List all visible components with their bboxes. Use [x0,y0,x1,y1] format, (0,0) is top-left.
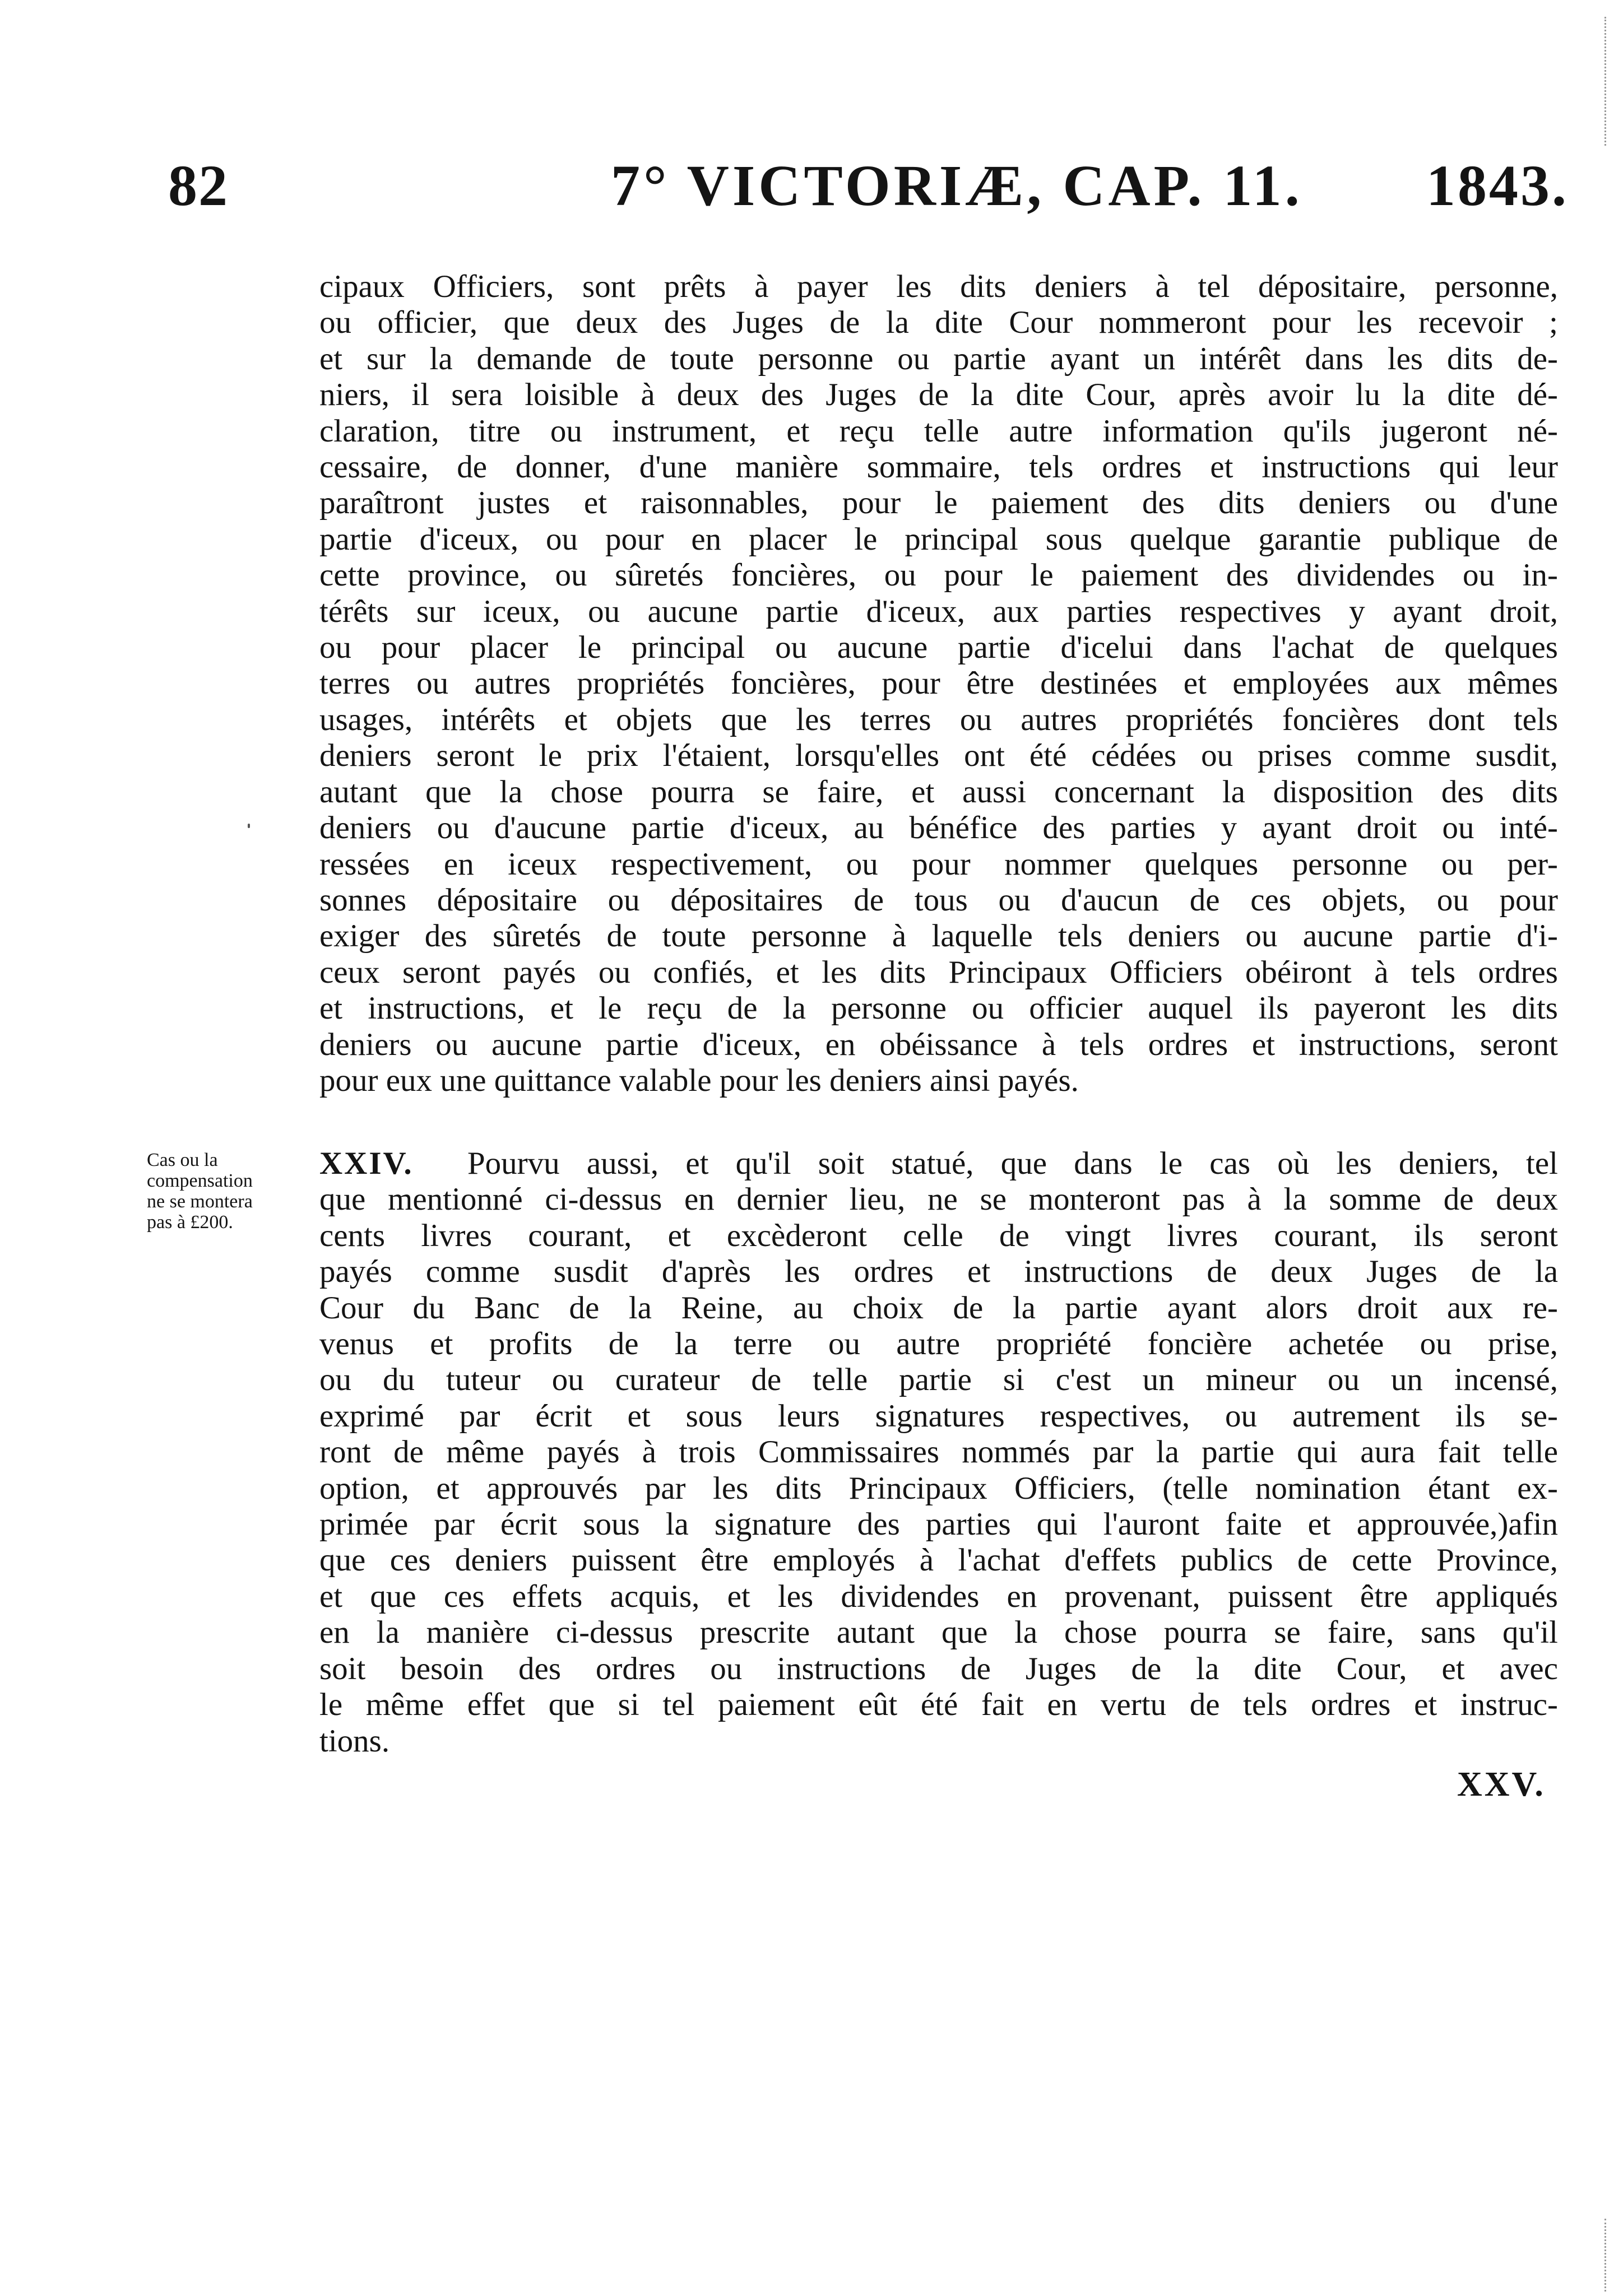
text-line: le même effet que si tel paiement eût été fait en vertu de tels ordres et instruc- [319,1687,1558,1723]
text-line: cipaux Officiers, sont prêts à payer les dits deniers à tel dépositaire, personne, [319,269,1558,304]
section-xxiv [319,1146,1558,1759]
text-line: paraîtront justes et raisonnables, pour le paiement des dits deniers ou d'une [319,485,1558,521]
marginal-note-line: pas à £200. [147,1212,233,1233]
text-line: ou du tuteur ou curateur de telle partie si c'est un mineur ou un incensé, [319,1362,1558,1398]
text-line: tions. [319,1723,390,1759]
text-line: que mentionné ci-dessus en dernier lieu, ne se monteront pas à la somme de deux [319,1182,1558,1217]
text-line: venus et profits de la terre ou autre propriété foncière achetée ou prise, [319,1326,1558,1362]
running-year: 1843. [1426,154,1569,218]
text-line: deniers ou d'aucune partie d'iceux, au bénéfice des parties y ayant droit ou inté- [319,810,1558,846]
page-number: 82 [168,154,229,218]
catchword: XXV. [1457,1765,1546,1804]
text-line: ou officier, que deux des Juges de la dite Cour nommeront pour les recevoir ; [319,305,1558,341]
text-line: deniers ou aucune partie d'iceux, en obéissance à tels ordres et instructions, seront [319,1026,1558,1062]
marginal-note [147,1150,287,1233]
text-line: exiger des sûretés de toute personne à laquelle tels deniers ou aucune partie d'i- [319,918,1558,954]
marginal-note-line: compensation [147,1170,253,1191]
text-line: ressées en iceux respectivement, ou pour nommer quelques personne ou per- [319,846,1558,882]
text-line: niers, il sera loisible à deux des Juges de la dite Cour, après avoir lu la dite dé- [319,377,1558,413]
text-line: terres ou autres propriétés foncières, pour être destinées et employées aux mêmes [319,666,1558,701]
running-title: 7° VICTORIÆ, CAP. 11. [611,154,1303,218]
text-line: et sur la demande de toute personne ou partie ayant un intérêt dans les dits de- [319,341,1558,377]
page-edge-mark [1604,2219,1611,2292]
text-line: cette province, ou sûretés foncières, ou pour le paiement des dividendes ou in- [319,557,1558,593]
text-line: cents livres courant, et excèderont celle de vingt livres courant, ils seront [319,1217,1558,1253]
text-line: deniers seront le prix l'étaient, lorsqu'elles ont été cédées ou prises comme susdit, [319,738,1558,774]
text-line: ceux seront payés ou confiés, et les dits Principaux Officiers obéiront à tels ordres [319,954,1558,990]
text-line: partie d'iceux, ou pour en placer le principal sous quelque garantie publique de [319,521,1558,557]
page-edge-mark [1604,17,1611,146]
text-line: soit besoin des ordres ou instructions de Juges de la dite Cour, et avec [319,1651,1558,1686]
text-line: usages, intérêts et objets que les terres ou autres propriétés foncières dont tels [319,701,1558,737]
section-first-line [319,1146,1558,1182]
text-line: payés comme susdit d'après les ordres et instructions de deux Juges de la [319,1254,1558,1290]
marginal-note-line: ne se montera [147,1191,253,1212]
text-line: autant que la chose pourra se faire, et aussi concernant la disposition des dits [319,774,1558,810]
section-number: XXIV. [319,1146,414,1181]
text-line: ront de même payés à trois Commissaires nommés par la partie qui aura fait telle [319,1434,1558,1470]
text-line: cessaire, de donner, d'une manière sommaire, tels ordres et instructions qui leur [319,449,1558,485]
text-line: Cour du Banc de la Reine, au choix de la partie ayant alors droit aux re- [319,1290,1558,1326]
section-first-line-text: Pourvu aussi, et qu'il soit statué, que dans le cas où les deniers, tel [467,1146,1559,1181]
text-line: que ces deniers puissent être employés à l'achat d'effets publics de cette Province, [319,1542,1558,1578]
text-line: exprimé par écrit et sous leurs signatures respectives, ou autrement ils se- [319,1398,1558,1434]
text-line: ou pour placer le principal ou aucune partie d'icelui dans l'achat de quelques [319,630,1558,666]
text-line: en la manière ci-dessus prescrite autant que la chose pourra se faire, sans qu'il [319,1615,1558,1651]
text-line: pour eux une quittance valable pour les deniers ainsi payés. [319,1062,1079,1098]
paragraph-continuation [319,269,1558,1099]
marginal-note-line: Cas ou la [147,1150,218,1170]
text-line: et que ces effets acquis, et les dividendes en provenant, puissent être appliqués [319,1578,1558,1614]
text-line: primée par écrit sous la signature des parties qui l'auront faite et approuvée,)afin [319,1507,1558,1542]
text-line: claration, titre ou instrument, et reçu telle autre information qu'ils jugeront né- [319,413,1558,449]
text-line: sonnes dépositaire ou dépositaires de tous ou d'aucun de ces objets, ou pour [319,882,1558,918]
text-line: térêts sur iceux, ou aucune partie d'iceux, aux parties respectives y ayant droit, [319,593,1558,629]
text-line: et instructions, et le reçu de la personne ou officier auquel ils payeront les dits [319,991,1558,1026]
print-speck [248,824,250,828]
text-line: option, et approuvés par les dits Principaux Officiers, (telle nomination étant ex- [319,1470,1558,1506]
